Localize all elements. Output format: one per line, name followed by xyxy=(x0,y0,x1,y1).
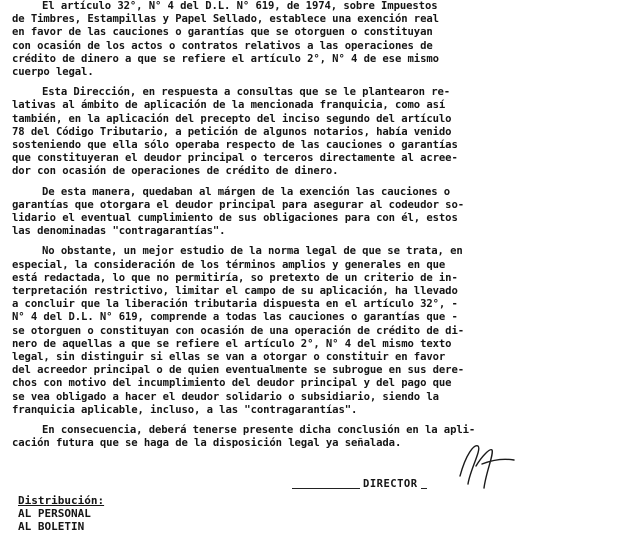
text-line: con ocasión de los actos o contratos relativos a las operaciones de xyxy=(12,39,433,52)
paragraph-3 xyxy=(12,186,624,239)
paragraph-5 xyxy=(12,424,624,450)
text-line: del acreedor principal o de quien eventualmente se subrogue en sus dere- xyxy=(12,364,465,377)
text-line: garantías que otorgara el deudor principal para asegurar al codeudor so- xyxy=(12,198,465,211)
text-line: que constituyeran el deudor principal o terceros directamente al acree- xyxy=(12,152,458,165)
text-line: En consecuencia, deberá tenerse presente dicha conclusión en la apli- xyxy=(42,424,476,437)
signature-title: DIRECTOR xyxy=(360,478,421,490)
text-line: lativas al ámbito de aplicación de la mencionada franquicia, como así xyxy=(12,99,446,112)
handwritten-signature xyxy=(452,436,522,496)
text-line: El artículo 32°, N° 4 del D.L. N° 619, de 1974, sobre Impuestos xyxy=(42,0,438,12)
paragraph-1 xyxy=(12,0,624,79)
text-line: cación futura que se haga de la disposición legal ya señalada. xyxy=(12,437,402,450)
distribution-item: AL BOLETIN xyxy=(18,520,85,533)
text-line: Esta Dirección, en respuesta a consultas que se le plantearon re- xyxy=(42,86,451,99)
text-line: nero de aquellas a que se refiere el artículo 2°, N° 4 del mismo texto xyxy=(12,337,452,350)
distribution-title: Distribución: xyxy=(18,494,105,507)
text-line: franquicia aplicable, incluso, a las "contragarantías". xyxy=(12,403,358,416)
text-line: dor con ocasión de operaciones de crédito de dinero. xyxy=(12,165,339,178)
text-line: chos con motivo del incumplimiento del deudor principal y del pago que xyxy=(12,377,452,390)
text-line: sosteniendo que ella sólo operaba respecto de las cauciones o garantías xyxy=(12,139,458,152)
text-line: No obstante, un mejor estudio de la norma legal de que se trata, en xyxy=(42,245,463,258)
text-line: está redactada, lo que no permitiría, so pretexto de un criterio de in- xyxy=(12,271,458,284)
text-line: se vea obligado a hacer el deudor solidario o subsidiario, siendo la xyxy=(12,390,439,403)
text-line: se otorguen o constituyan con ocasión de una operación de crédito de di- xyxy=(12,324,465,337)
text-line: también, en la aplicación del precepto del inciso segundo del artículo xyxy=(12,112,452,125)
text-line: las denominadas "contragarantías". xyxy=(12,225,226,238)
document-body xyxy=(12,0,624,458)
text-line: terpretación restrictivo, limitar el campo de su aplicación, ha llevado xyxy=(12,285,458,298)
text-line: lidario el eventual cumplimiento de sus obligaciones para con él, estos xyxy=(12,212,458,225)
text-line: 78 del Código Tributario, a petición de algunos notarios, había venido xyxy=(12,125,452,138)
paragraph-4 xyxy=(12,245,624,417)
text-line: crédito de dinero a que se refiere el artículo 2°, N° 4 de ese mismo xyxy=(12,52,439,65)
text-line: De esta manera, quedaban al márgen de la exención las cauciones o xyxy=(42,185,451,198)
text-line: en favor de las cauciones o garantías que se otorguen o constituyan xyxy=(12,26,433,39)
text-line: N° 4 del D.L. N° 619, comprende a todas las cauciones o garantías que - xyxy=(12,311,458,324)
text-line: de Timbres, Estampillas y Papel Sellado, establece una exención real xyxy=(12,13,439,26)
distribution-item: AL PERSONAL xyxy=(18,507,91,520)
distribution-block xyxy=(18,494,104,533)
text-line: legal, sin distinguir si ellas se van a otorgar o constituir en favor xyxy=(12,351,446,364)
paragraph-2 xyxy=(12,86,624,178)
text-line: cuerpo legal. xyxy=(12,66,94,79)
text-line: a concluir que la liberación tributaria dispuesta en el artículo 32°, - xyxy=(12,298,458,311)
text-line: especial, la consideración de los términos amplios y generales en que xyxy=(12,258,446,271)
